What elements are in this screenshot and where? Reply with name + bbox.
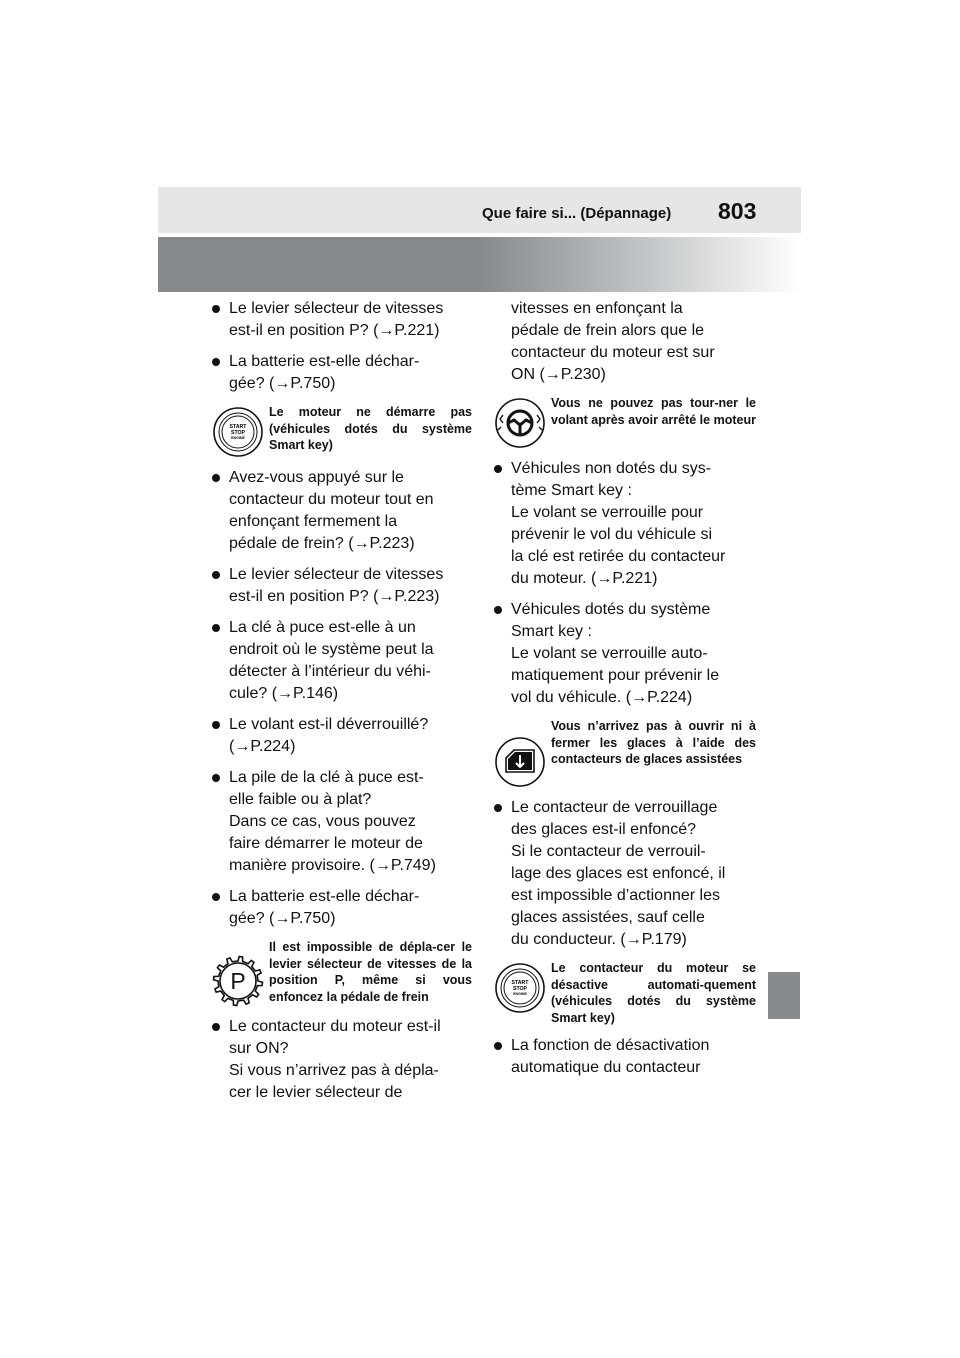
list-item: La batterie est-elle déchar- gée? (→P.750) (212, 351, 472, 395)
list-item: Avez-vous appuyé sur le contacteur du moteur tout en enfonçant fermement la pédale de frein? (→P.223) (212, 467, 472, 555)
list-item: Le levier sélecteur de vitesses est-il en position P? (→P.221) (212, 298, 472, 342)
shift-lock-gear-icon (212, 955, 264, 1007)
topic-heading: Le moteur ne démarre pas (véhicules dotés du système Smart key) (269, 405, 472, 452)
svg-text:STOP: STOP (512, 986, 528, 992)
svg-text:ENGINE: ENGINE (231, 436, 245, 440)
svg-text:START: START (229, 424, 247, 430)
header-bar (158, 187, 801, 233)
header-gradient-band (158, 237, 801, 292)
left-column (212, 298, 472, 1113)
list-item: La fonction de désactivation automatique du contacteur (494, 1035, 756, 1079)
list-item: Véhicules non dotés du sys- tème Smart key : Le volant se verrouille pour prévenir le vol du véhicule si la clé est retirée du contacteur du moteur. (→P.221) (494, 458, 756, 590)
start-stop-engine-icon (212, 406, 264, 458)
list-item: La clé à puce est-elle à un endroit où le système peut la détecter à l’intérieur du véhi- cule? (→P.146) (212, 617, 472, 705)
svg-text:START: START (511, 980, 529, 986)
bullet (212, 358, 220, 366)
bullet (212, 774, 220, 782)
bullet (494, 606, 502, 614)
section-title: Que faire si... (Dépannage) (482, 205, 672, 222)
continued-text: vitesses en enfonçant la pédale de frein alors que le contacteur du moteur est sur ON (→P.230) (511, 300, 715, 383)
topic-shift-lever-stuck (212, 939, 472, 1007)
list-item: Le contacteur de verrouillage des glaces est-il enfoncé? Si le contacteur de verrouil- lage des glaces est enfoncé, il est impossible d’actionner les glaces assistées, sauf celle du conducteur. (→P.179) (494, 797, 756, 951)
list-item: Le volant est-il déverrouillé? (→P.224) (212, 714, 472, 758)
steering-lock-icon (494, 397, 546, 449)
topic-heading: Vous n’arrivez pas à ouvrir ni à fermer les glaces à l’aide des contacteurs de glaces assistées (551, 719, 756, 766)
bullet (212, 571, 220, 579)
bullet (212, 305, 220, 313)
list-item: Le levier sélecteur de vitesses est-il en position P? (→P.223) (212, 564, 472, 608)
topic-heading: Le contacteur du moteur se désactive automati-quement (véhicules dotés du système Smart key) (551, 961, 756, 1025)
topic-engine-no-start (212, 404, 472, 458)
svg-text:P: P (230, 968, 246, 994)
list-item: Le contacteur du moteur est-il sur ON? Si vous n’arrivez pas à dépla- cer le levier sélecteur de (212, 1016, 472, 1104)
bullet (212, 893, 220, 901)
topic-heading: Il est impossible de dépla-cer le levier sélecteur de vitesses de la position P, même si vous enfoncez la pédale de frein (269, 940, 472, 1004)
list-item: Véhicules dotés du système Smart key : Le volant se verrouille auto- matiquement pour prévenir le vol du véhicule. (→P.224) (494, 599, 756, 709)
svg-text:STOP: STOP (230, 430, 246, 436)
list-item: La batterie est-elle déchar- gée? (→P.750) (212, 886, 472, 930)
page-number: 803 (718, 198, 757, 224)
bullet (494, 804, 502, 812)
chapter-side-tab (768, 972, 800, 1019)
right-column (494, 298, 756, 1088)
bullet (212, 474, 220, 482)
topic-power-windows (494, 718, 756, 788)
bullet (494, 465, 502, 473)
topic-heading: Vous ne pouvez pas tour-ner le volant après avoir arrêté le moteur (551, 396, 756, 427)
start-stop-engine-icon (494, 962, 546, 1014)
bullet (212, 624, 220, 632)
bullet (212, 721, 220, 729)
bullet (494, 1042, 502, 1050)
topic-auto-power-off (494, 960, 756, 1026)
power-window-icon (494, 736, 546, 788)
list-item: La pile de la clé à puce est- elle faible ou à plat? Dans ce cas, vous pouvez faire démarrer le moteur de manière provisoire. (→P.749) (212, 767, 472, 877)
svg-text:ENGINE: ENGINE (513, 992, 527, 996)
topic-steering-locked (494, 395, 756, 449)
bullet (212, 1023, 220, 1031)
